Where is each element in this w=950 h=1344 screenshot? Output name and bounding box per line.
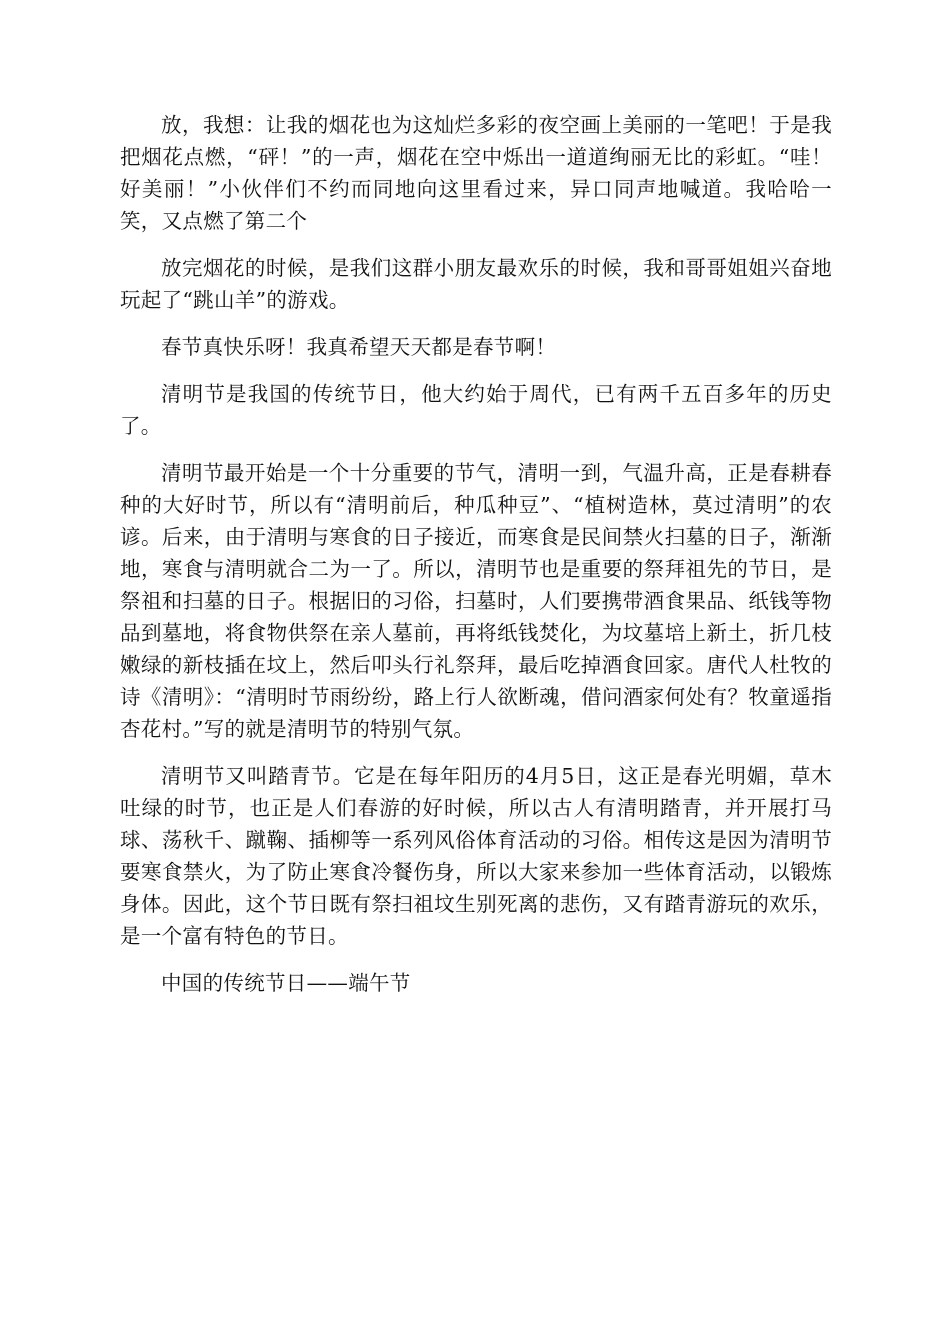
- paragraph-games: 放完烟花的时候，是我们这群小朋友最欢乐的时候，我和哥哥姐姐兴奋地玩起了“跳山羊”的游戏。: [120, 256, 832, 312]
- paragraph-qingming-intro: 清明节是我国的传统节日，他大约始于周代，已有两千五百多年的历史了。: [120, 382, 832, 438]
- paragraph-spring-festival: 春节真快乐呀！我真希望天天都是春节啊！: [161, 335, 557, 359]
- document-body: [120, 109, 832, 1014]
- paragraph-qingming-customs: 清明节最开始是一个十分重要的节气，清明一到，气温升高，正是春耕春种的大好时节，所以有“清明前后，种瓜种豆”、“植树造林，莫过清明”的农谚。后来，由于清明与寒食的日子接近，而寒食是民间禁火扫墓的日子，渐渐地，寒食与清明就合二为一了。所以，清明节也是重要的祭拜祖先的节日，是祭祖和扫墓的日子。根据旧的习俗，扫墓时，人们要携带酒食果品、纸钱等物品到墓地，将食物供祭在亲人墓前，再将纸钱焚化，为坟墓培上新土，折几枝嫩绿的新枝插在坟上，然后叩头行礼祭拜，最后吃掉酒食回家。唐代人杜牧的诗《清明》：“清明时节雨纷纷，路上行人欲断魂，借问酒家何处有？牧童遥指杏花村。”写的就是清明节的特别气氛。: [120, 461, 832, 741]
- paragraph-qingming-outing: 清明节又叫踏青节。它是在每年阳历的4月5日，这正是春光明媚，草木吐绿的时节，也正是人们春游的好时候，所以古人有清明踏青，并开展打马球、荡秋千、蹴鞠、插柳等一系列风俗体育活动的习俗。相传这是因为清明节要寒食禁火，为了防止寒食冷餐伤身，所以大家来参加一些体育活动，以锻炼身体。因此，这个节日既有祭扫祖坟生别死离的悲伤，又有踏青游玩的欢乐，是一个富有特色的节日。: [120, 764, 832, 948]
- section-heading-dragon-boat: 中国的传统节日——端午节: [161, 971, 411, 995]
- paragraph-fireworks: 放，我想：让我的烟花也为这灿烂多彩的夜空画上美丽的一笔吧！于是我把烟花点燃，“砰！”的一声，烟花在空中烁出一道道绚丽无比的彩虹。“哇！好美丽！”小伙伴们不约而同地向这里看过来，异口同声地喊道。我哈哈一笑，又点燃了第二个: [120, 113, 832, 233]
